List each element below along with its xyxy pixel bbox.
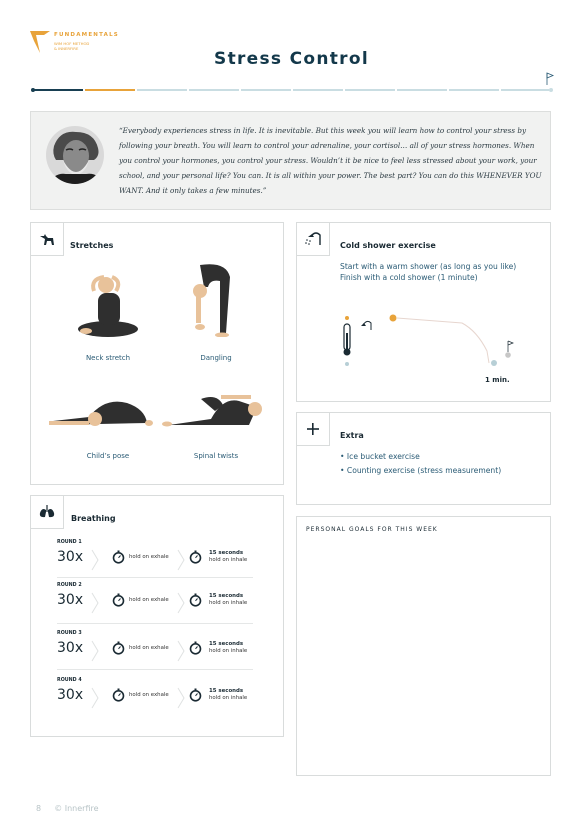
divider	[57, 623, 253, 624]
dangling-illustration	[186, 261, 236, 337]
chevron-right-icon	[91, 549, 99, 571]
chevron-right-icon	[177, 687, 185, 709]
card-icon-box	[31, 496, 64, 529]
breathing-round	[57, 631, 255, 671]
round-count: 30x	[57, 687, 84, 703]
stopwatch-icon	[112, 688, 125, 702]
inhale-seconds: 15 seconds	[209, 550, 244, 556]
stretch-label-spinal-twists: Spinal twists	[193, 452, 239, 460]
stopwatch-icon	[189, 550, 202, 564]
card-icon-box	[31, 223, 64, 256]
temperature-timeline-diagram	[337, 311, 517, 371]
extra-list	[340, 450, 501, 477]
week-progress-bar	[31, 88, 553, 92]
personal-goals-title: PERSONAL GOALS FOR THIS WEEK	[306, 526, 438, 533]
stopwatch-icon	[112, 550, 125, 564]
personal-goals-card[interactable]	[296, 516, 551, 776]
cold-shower-title: Cold shower exercise	[340, 241, 436, 250]
lungs-icon	[39, 505, 55, 519]
cold-shower-line: Finish with a cold shower (1 minute)	[340, 273, 478, 282]
cold-shower-instructions	[340, 261, 516, 283]
hold-exhale-label: hold on exhale	[129, 554, 169, 560]
extra-card	[296, 412, 551, 505]
stretch-label-neck: Neck stretch	[85, 354, 131, 362]
extra-item: • Ice bucket exercise	[340, 450, 501, 464]
spinal-twist-illustration	[161, 391, 265, 431]
stopwatch-icon	[189, 641, 202, 655]
page-title: Stress Control	[214, 49, 369, 69]
hold-exhale-label: hold on exhale	[129, 692, 169, 698]
neck-stretch-illustration	[76, 271, 146, 341]
hold-exhale-label: hold on exhale	[129, 645, 169, 651]
breathing-round	[57, 678, 255, 718]
cat-stretch-icon	[39, 232, 55, 246]
inhale-seconds: 15 seconds	[209, 593, 244, 599]
hold-inhale-label: hold on inhale	[209, 557, 248, 563]
hold-inhale-label: hold on inhale	[209, 648, 248, 654]
childs-pose-illustration	[49, 391, 153, 431]
flag-icon	[545, 72, 555, 86]
brand-subtitle-line: & INNERFIRE	[54, 46, 79, 51]
round-count: 30x	[57, 640, 84, 656]
chevron-right-icon	[177, 592, 185, 614]
stopwatch-icon	[112, 641, 125, 655]
stretches-card	[30, 222, 284, 485]
breathing-card	[30, 495, 284, 737]
stopwatch-icon	[189, 688, 202, 702]
brand-title: FUNDAMENTALS	[54, 32, 119, 38]
chevron-right-icon	[177, 640, 185, 662]
quote-text: “Everybody experiences stress in life. It is inevitable. But this week you will learn how to control your stress by following your breath. You will learn to control your adrenaline, your cortisol… all of your stress hormones. When you control your hormones, you control your stress. Wouldn’t it be nice to feel less stressed about your work, your school, and your personal life? You can. It is all within your power. The best part? You can do this WHENEVER YOU WANT. And it only takes a few minutes.”	[119, 126, 542, 195]
brand-subtitle-line: WIM HOF METHOD	[54, 41, 90, 46]
divider	[57, 669, 253, 670]
round-count: 30x	[57, 549, 84, 565]
round-label: ROUND 3	[57, 631, 82, 636]
chevron-right-icon	[177, 549, 185, 571]
hold-inhale-label: hold on inhale	[209, 600, 248, 606]
extra-item: • Counting exercise (stress measurement)	[340, 464, 501, 478]
page-footer	[36, 804, 99, 813]
copyright: © Innerfire	[54, 804, 99, 813]
hold-exhale-label: hold on exhale	[129, 597, 169, 603]
breathing-round	[57, 540, 255, 580]
stopwatch-icon	[189, 593, 202, 607]
avatar	[46, 126, 104, 184]
page-number: 8	[36, 804, 42, 813]
stretches-title: Stretches	[70, 241, 114, 250]
stretch-label-childs-pose: Child’s pose	[86, 452, 130, 460]
breathing-title: Breathing	[71, 514, 116, 523]
hold-inhale-label: hold on inhale	[209, 695, 248, 701]
stretch-label-dangling: Dangling	[200, 354, 232, 362]
extra-title: Extra	[340, 431, 364, 440]
cold-shower-card	[296, 222, 551, 402]
round-label: ROUND 1	[57, 540, 82, 545]
round-count: 30x	[57, 592, 84, 608]
cold-shower-line: Start with a warm shower (as long as you like)	[340, 262, 517, 271]
plus-icon	[307, 423, 319, 435]
shower-icon	[304, 231, 322, 247]
card-icon-box	[297, 223, 330, 256]
inhale-seconds: 15 seconds	[209, 641, 244, 647]
round-label: ROUND 4	[57, 678, 82, 683]
breathing-round	[57, 583, 255, 623]
chevron-right-icon	[91, 640, 99, 662]
inhale-seconds: 15 seconds	[209, 688, 244, 694]
quote-box	[30, 111, 551, 210]
stopwatch-icon	[112, 593, 125, 607]
round-label: ROUND 2	[57, 583, 82, 588]
divider	[57, 577, 253, 578]
chevron-right-icon	[91, 592, 99, 614]
cold-duration-label: 1 min.	[485, 376, 510, 384]
chevron-right-icon	[91, 687, 99, 709]
card-icon-box	[297, 413, 330, 446]
